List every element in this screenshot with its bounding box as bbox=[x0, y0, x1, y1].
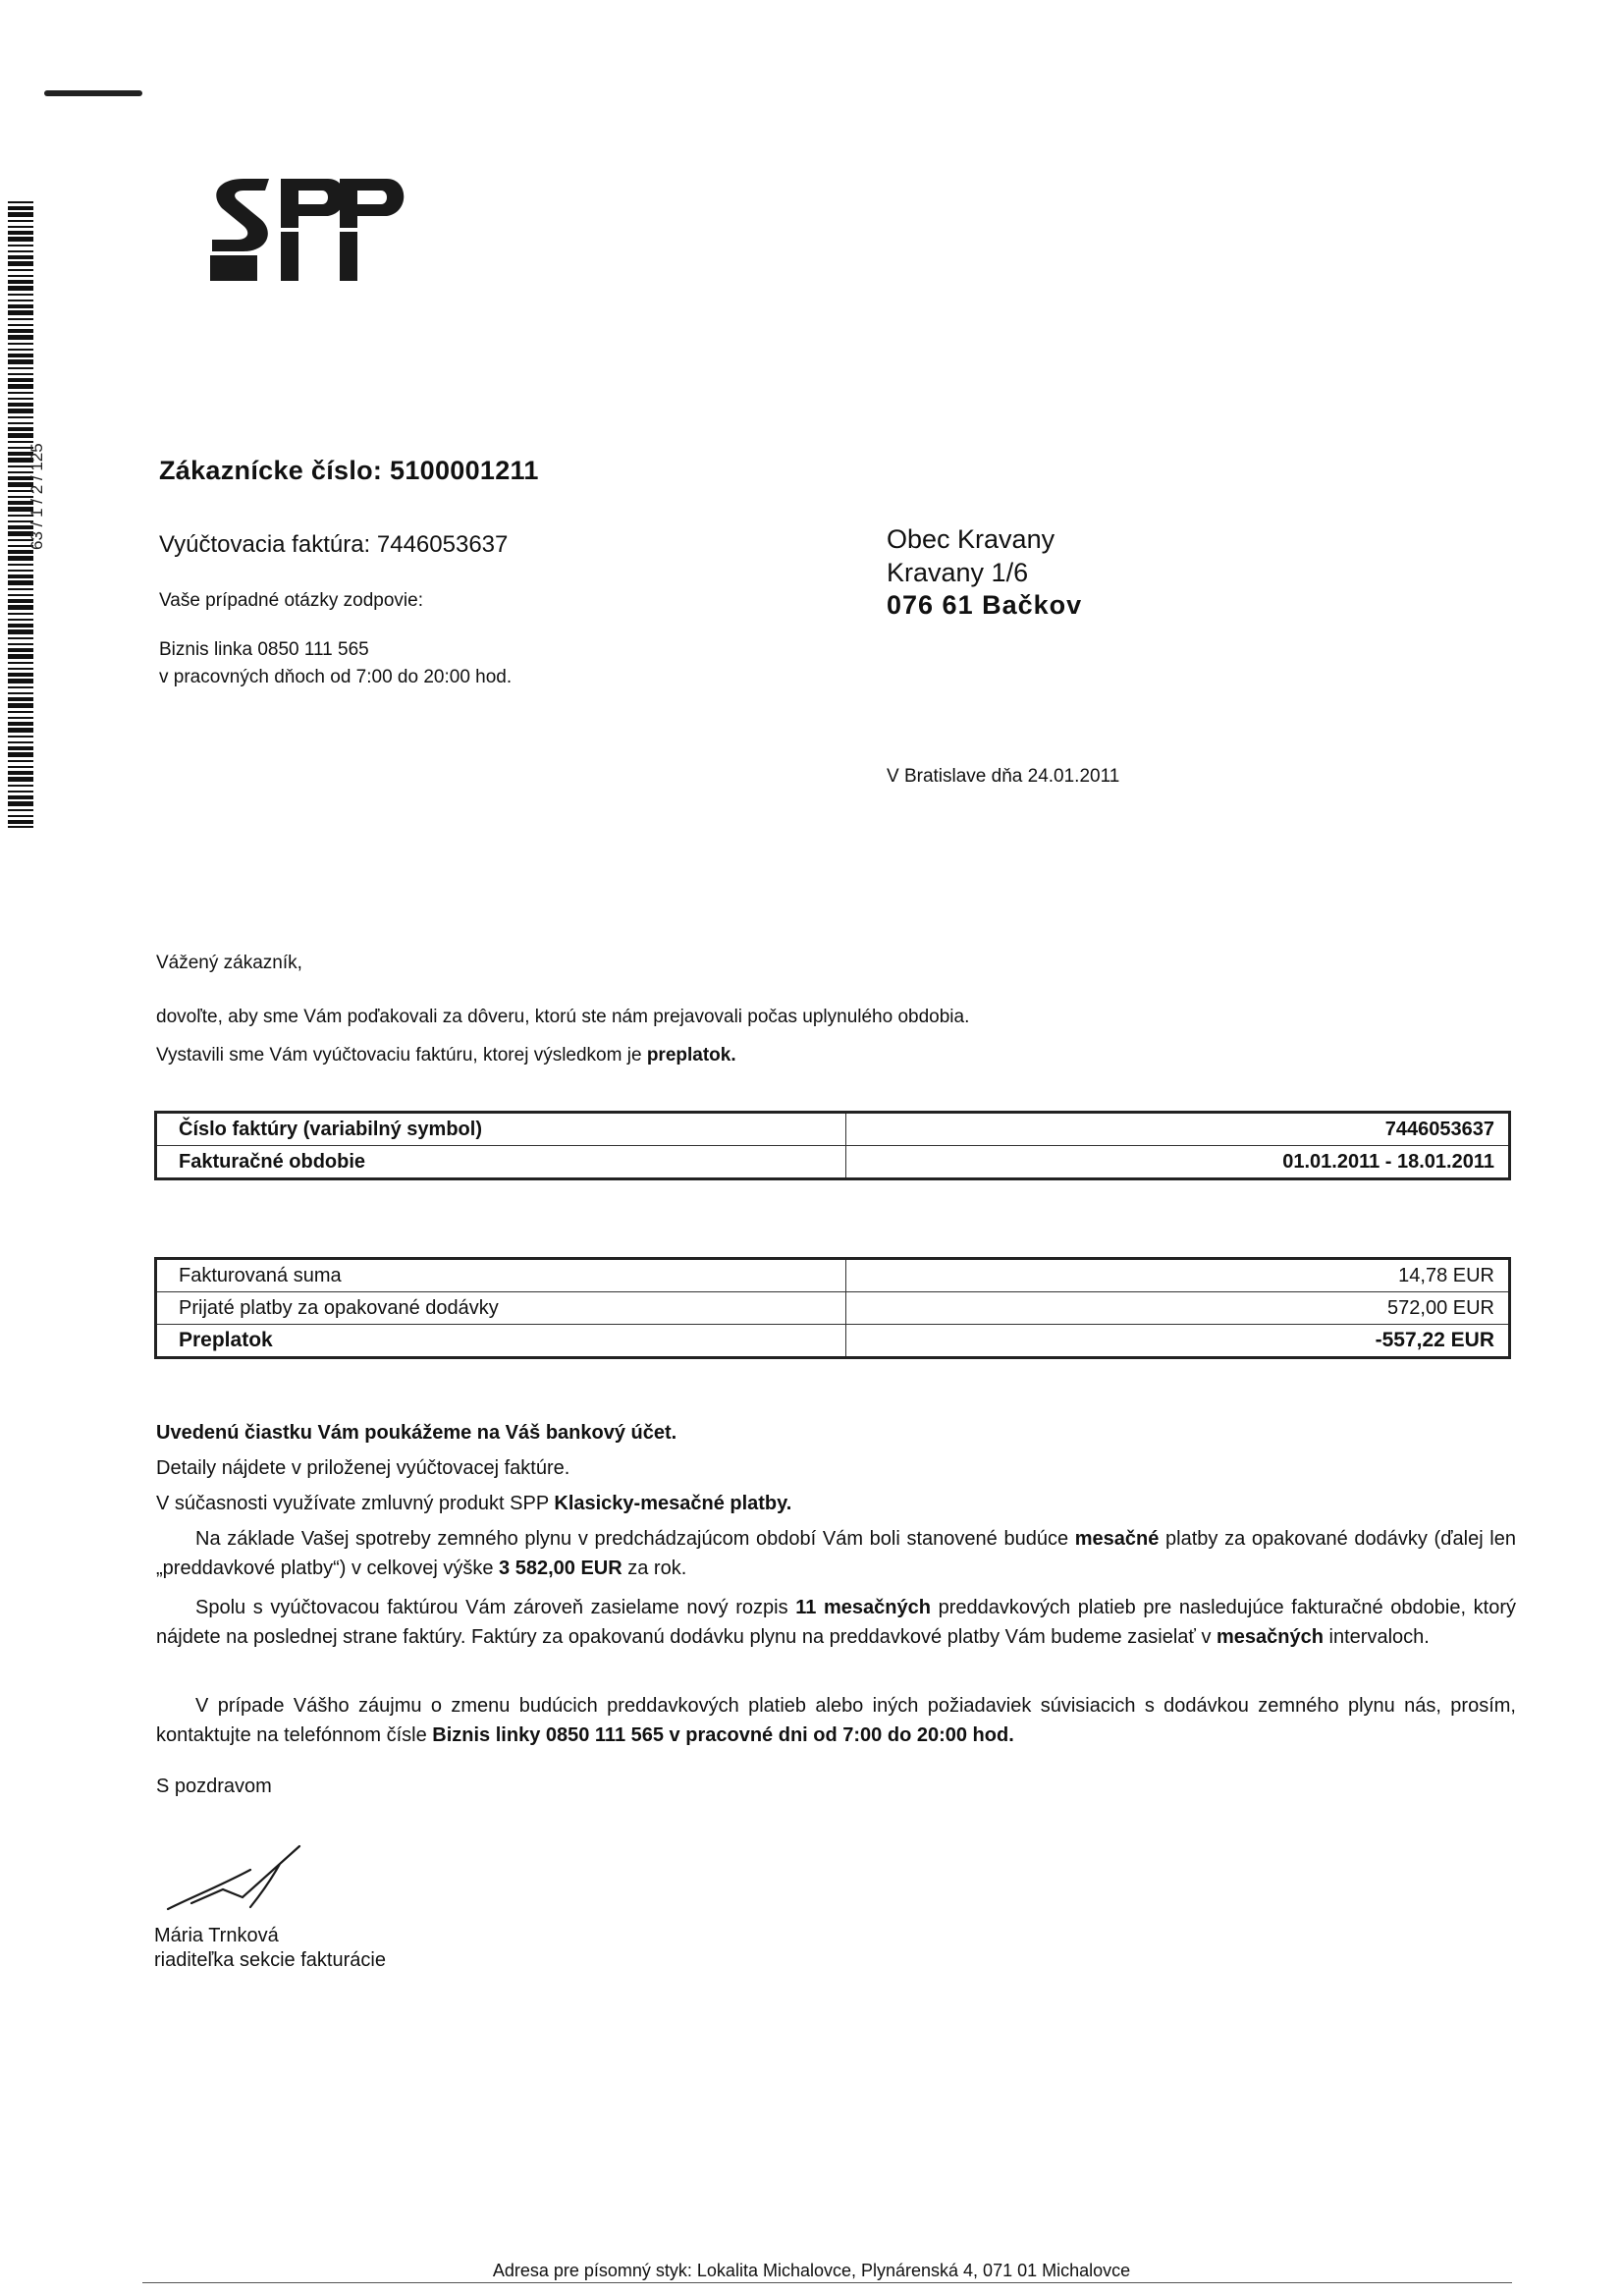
place-date: V Bratislave dňa 24.01.2011 bbox=[887, 766, 1120, 787]
invoice-number-label: Číslo faktúry (variabilný symbol) bbox=[156, 1113, 846, 1146]
footer-address: Adresa pre písomný styk: Lokalita Michalovce, Plynárenská 4, 071 01 Michalovce bbox=[492, 2261, 1131, 2280]
invoice-number: Vyúčtovacia faktúra: 7446053637 bbox=[159, 531, 509, 558]
hotline: Biznis linka 0850 111 565 bbox=[159, 639, 369, 660]
footer-divider bbox=[142, 2282, 1512, 2283]
signer-name: Mária Trnková bbox=[154, 1925, 279, 1946]
payments-received-value: 572,00 EUR bbox=[846, 1292, 1510, 1325]
scan-mark bbox=[44, 90, 142, 96]
recipient-name: Obec Kravany bbox=[887, 524, 1055, 554]
invoice-number-value: 7446053637 bbox=[846, 1113, 1510, 1146]
amounts-table bbox=[154, 1257, 1511, 1359]
invoice-info-table bbox=[154, 1111, 1511, 1180]
billing-period-label: Fakturačné obdobie bbox=[156, 1146, 846, 1179]
invoiced-amount-label: Fakturovaná suma bbox=[156, 1259, 846, 1292]
billing-period-value: 01.01.2011 - 18.01.2011 bbox=[846, 1146, 1510, 1179]
intro-line-2: Vystavili sme Vám vyúčtovaciu faktúru, ktorej výsledkom je preplatok. bbox=[156, 1045, 736, 1066]
signer-title: riaditeľka sekcie fakturácie bbox=[154, 1949, 386, 1971]
schedule-paragraph: Spolu s vyúčtovacou faktúrou Vám zároveň zasielame nový rozpis 11 mesačných preddavkových platieb pre nasledujúce fakturačné obdobie, ktorý nájdete na poslednej strane faktúry. Faktúry za opakovanú dodávku plynu na preddavkové platby Vám budeme zasielať v mesačných intervaloch. bbox=[156, 1597, 1516, 1648]
business-hours: v pracovných dňoch od 7:00 do 20:00 hod. bbox=[159, 667, 513, 687]
questions-label: Vaše prípadné otázky zodpovie: bbox=[159, 590, 423, 611]
overpayment-label: Preplatok bbox=[156, 1325, 846, 1358]
invoiced-amount-value: 14,78 EUR bbox=[846, 1259, 1510, 1292]
product-note: V súčasnosti využívate zmluvný produkt SPP Klasicky-mesačné platby. bbox=[156, 1493, 792, 1514]
recipient-street: Kravany 1/6 bbox=[887, 558, 1029, 587]
signature bbox=[162, 1842, 319, 1921]
table-row bbox=[156, 1259, 1510, 1292]
intro-line-1: dovoľte, aby sme Vám poďakovali za dôveru, ktorú ste nám prejavovali počas uplynulého obdobia. bbox=[156, 1007, 970, 1027]
contact-paragraph: V prípade Vášho záujmu o zmenu budúcich preddavkových platieb alebo iných požiadaviek súvisiacich s dodávkou zemného plynu nás, prosím, kontaktujte na telefónnom čísle Biznis linky 0850 111 565 v pracovné dni od 7:00 do 20:00 hod. bbox=[156, 1695, 1516, 1746]
advance-payments-paragraph: Na základe Vašej spotreby zemného plynu v predchádzajúcom období Vám boli stanovené budúce mesačné platby za opakované dodávky (ďalej len „preddavkové platby“) v celkovej výške 3 582,00 EUR za rok. bbox=[156, 1528, 1516, 1579]
customer-number: Zákaznícke číslo: 5100001211 bbox=[159, 456, 539, 485]
refund-notice: Uvedenú čiastku Vám poukážeme na Váš bankový účet. bbox=[156, 1422, 677, 1444]
payments-received-label: Prijaté platby za opakované dodávky bbox=[156, 1292, 846, 1325]
table-row bbox=[156, 1292, 1510, 1325]
spp-logo bbox=[204, 169, 406, 285]
table-row bbox=[156, 1113, 1510, 1146]
table-row bbox=[156, 1146, 1510, 1179]
closing-greeting: S pozdravom bbox=[156, 1776, 272, 1797]
recipient-city: 076 61 Bačkov bbox=[887, 590, 1083, 620]
details-note: Detaily nájdete v priloženej vyúčtovacej faktúre. bbox=[156, 1457, 570, 1479]
salutation: Vážený zákazník, bbox=[156, 953, 302, 973]
table-row bbox=[156, 1325, 1510, 1358]
barcode-label: 63 / 1 / 2 / 125 bbox=[27, 443, 46, 550]
overpayment-value: -557,22 EUR bbox=[846, 1325, 1510, 1358]
